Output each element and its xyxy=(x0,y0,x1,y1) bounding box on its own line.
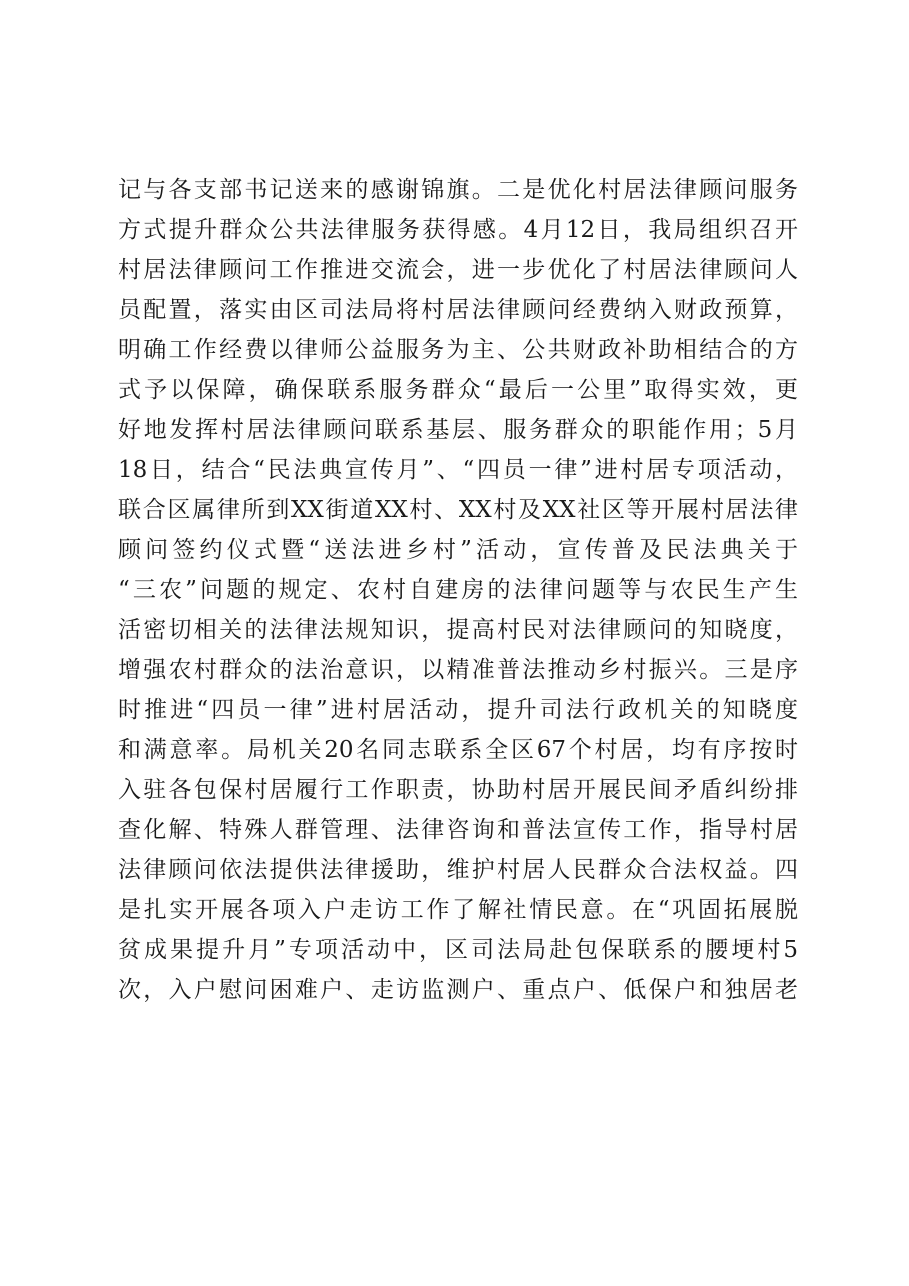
text-line-6: 式予以保障，确保联系服务群众“最后一公里”取得实效，更 xyxy=(118,377,798,403)
text-line-15: 和满意率。局机关20名同志联系全区67个村居，均有序按时 xyxy=(118,737,798,763)
text-line-21: 次，入户慰问困难户、走访监测户、重点户、低保户和独居老 xyxy=(118,977,798,1003)
text-line-2: 方式提升群众公共法律服务获得感。4月12日，我局组织召开 xyxy=(118,217,798,243)
text-line-4: 员配置，落实由区司法局将村居法律顾问经费纳入财政预算， xyxy=(118,297,798,323)
text-line-8: 18日，结合“民法典宣传月”、“四员一律”进村居专项活动， xyxy=(118,457,798,483)
body-text xyxy=(118,170,798,1010)
text-line-18: 法律顾问依法提供法律援助，维护村居人民群众合法权益。四 xyxy=(118,857,798,883)
text-line-5: 明确工作经费以律师公益服务为主、公共财政补助相结合的方 xyxy=(118,337,798,363)
text-line-14: 时推进“四员一律”进村居活动，提升司法行政机关的知晓度 xyxy=(118,697,798,723)
text-line-19: 是扎实开展各项入户走访工作了解社情民意。在“巩固拓展脱 xyxy=(118,897,798,923)
text-line-11: “三农”问题的规定、农村自建房的法律问题等与农民生产生 xyxy=(118,577,798,603)
text-line-3: 村居法律顾问工作推进交流会，进一步优化了村居法律顾问人 xyxy=(118,257,798,283)
text-line-1: 记与各支部书记送来的感谢锦旗。二是优化村居法律顾问服务 xyxy=(118,177,798,203)
text-line-7: 好地发挥村居法律顾问联系基层、服务群众的职能作用；5月 xyxy=(118,417,798,443)
text-line-12: 活密切相关的法律法规知识，提高村民对法律顾问的知晓度， xyxy=(118,617,798,643)
text-line-13: 增强农村群众的法治意识，以精准普法推动乡村振兴。三是序 xyxy=(118,657,798,683)
text-line-16: 入驻各包保村居履行工作职责，协助村居开展民间矛盾纠纷排 xyxy=(118,777,798,803)
text-line-17: 查化解、特殊人群管理、法律咨询和普法宣传工作，指导村居 xyxy=(118,817,798,843)
text-line-10: 顾问签约仪式暨“送法进乡村”活动，宣传普及民法典关于 xyxy=(118,537,798,563)
text-line-20: 贫成果提升月”专项活动中，区司法局赴包保联系的腰埂村5 xyxy=(118,937,798,963)
text-line-9: 联合区属律所到XX街道XX村、XX村及XX社区等开展村居法律 xyxy=(118,497,798,523)
